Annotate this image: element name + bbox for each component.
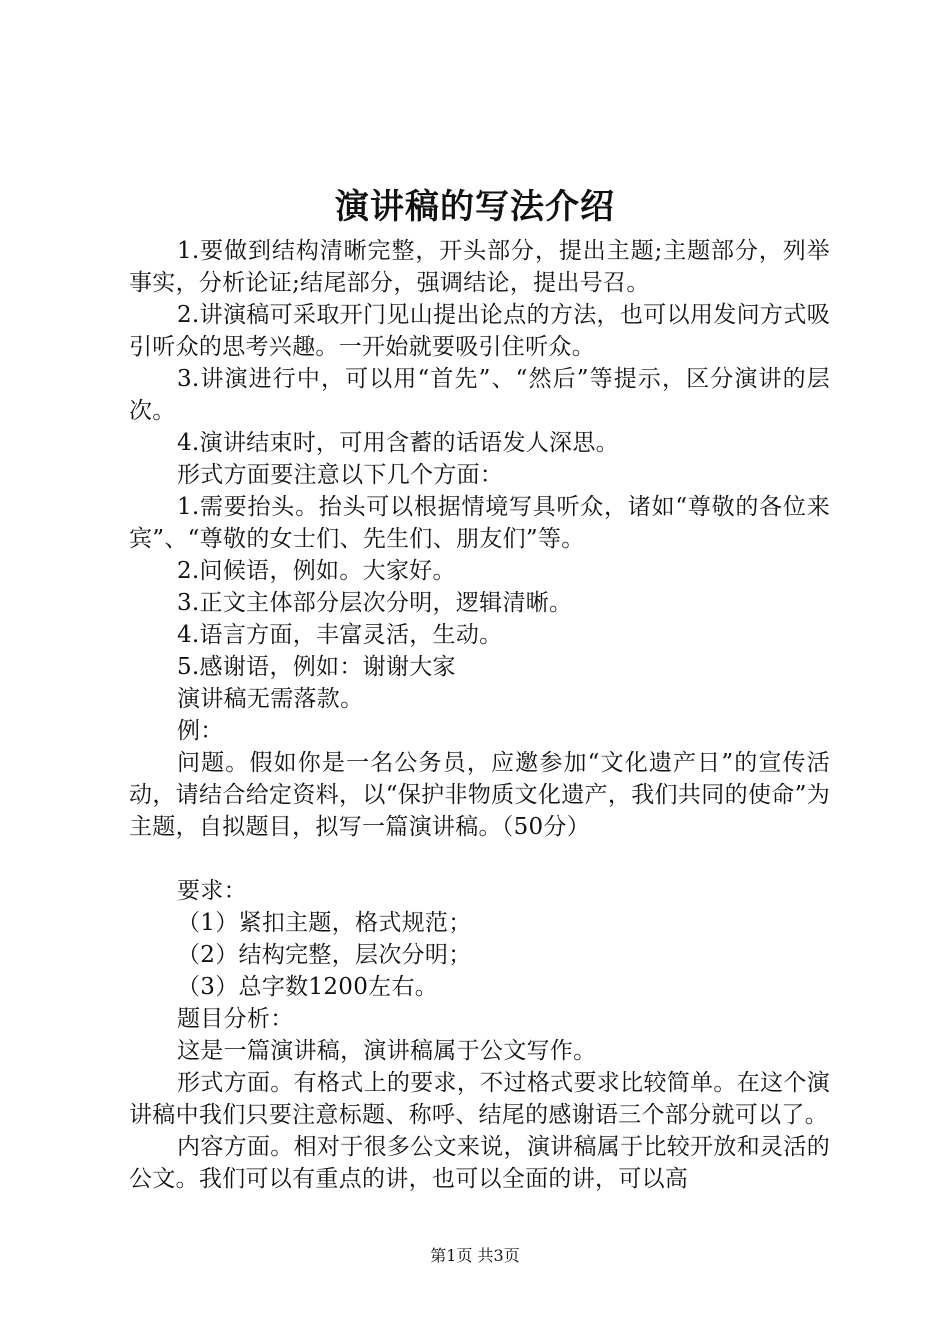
blank-line [129, 843, 830, 875]
page-footer: 第1页 共3页 [430, 1246, 520, 1265]
paragraph: 1.需要抬头。抬头可以根据情境写具听众，诸如“尊敬的各位来宾”、“尊敬的女士们、先生们、朋友们”等。 [129, 494, 830, 552]
paragraph: 这是一篇演讲稿，演讲稿属于公文写作。 [177, 1038, 597, 1064]
paragraph: 3.正文主体部分层次分明，逻辑清晰。 [177, 590, 573, 616]
document-body [129, 235, 830, 1195]
paragraph: 2.问候语，例如。大家好。 [177, 558, 456, 584]
paragraph: 问题。假如你是一名公务员，应邀参加“文化遗产日”的宣传活动，请结合给定资料，以“保护非物质文化遗产，我们共同的使命”为主题，自拟题目，拟写一篇演讲稿。（50分） [129, 750, 830, 840]
paragraph: 4.语言方面，丰富灵活，生动。 [177, 622, 503, 648]
document-title: 演讲稿的写法介绍 [335, 187, 615, 227]
paragraph: 题目分析： [177, 1006, 294, 1032]
paragraph: （2）结构完整，层次分明； [177, 942, 472, 968]
paragraph: 例： [177, 718, 224, 744]
paragraph: 内容方面。相对于很多公文来说，演讲稿属于比较开放和灵活的公文。我们可以有重点的讲，也可以全面的讲，可以高 [129, 1134, 830, 1192]
paragraph: 3.讲演进行中，可以用“首先”、“然后”等提示，区分演讲的层次。 [129, 366, 830, 424]
paragraph: 1.要做到结构清晰完整，开头部分，提出主题;主题部分，列举事实，分析论证;结尾部分，强调结论，提出号召。 [129, 238, 830, 296]
paragraph: 演讲稿无需落款。 [177, 686, 364, 712]
paragraph: （3）总字数1200左右。 [177, 974, 439, 1000]
paragraph: 要求： [177, 878, 247, 904]
paragraph: 形式方面。有格式上的要求，不过格式要求比较简单。在这个演讲稿中我们只要注意标题、称呼、结尾的感谢语三个部分就可以了。 [129, 1070, 830, 1128]
paragraph: 5.感谢语，例如：谢谢大家 [177, 654, 456, 680]
paragraph: 4.演讲结束时，可用含蓄的话语发人深思。 [177, 430, 619, 456]
paragraph: （1）紧扣主题，格式规范； [177, 910, 472, 936]
paragraph: 形式方面要注意以下几个方面： [177, 462, 504, 488]
paragraph: 2.讲演稿可采取开门见山提出论点的方法，也可以用发问方式吸引听众的思考兴趣。一开始就要吸引住听众。 [129, 302, 830, 360]
